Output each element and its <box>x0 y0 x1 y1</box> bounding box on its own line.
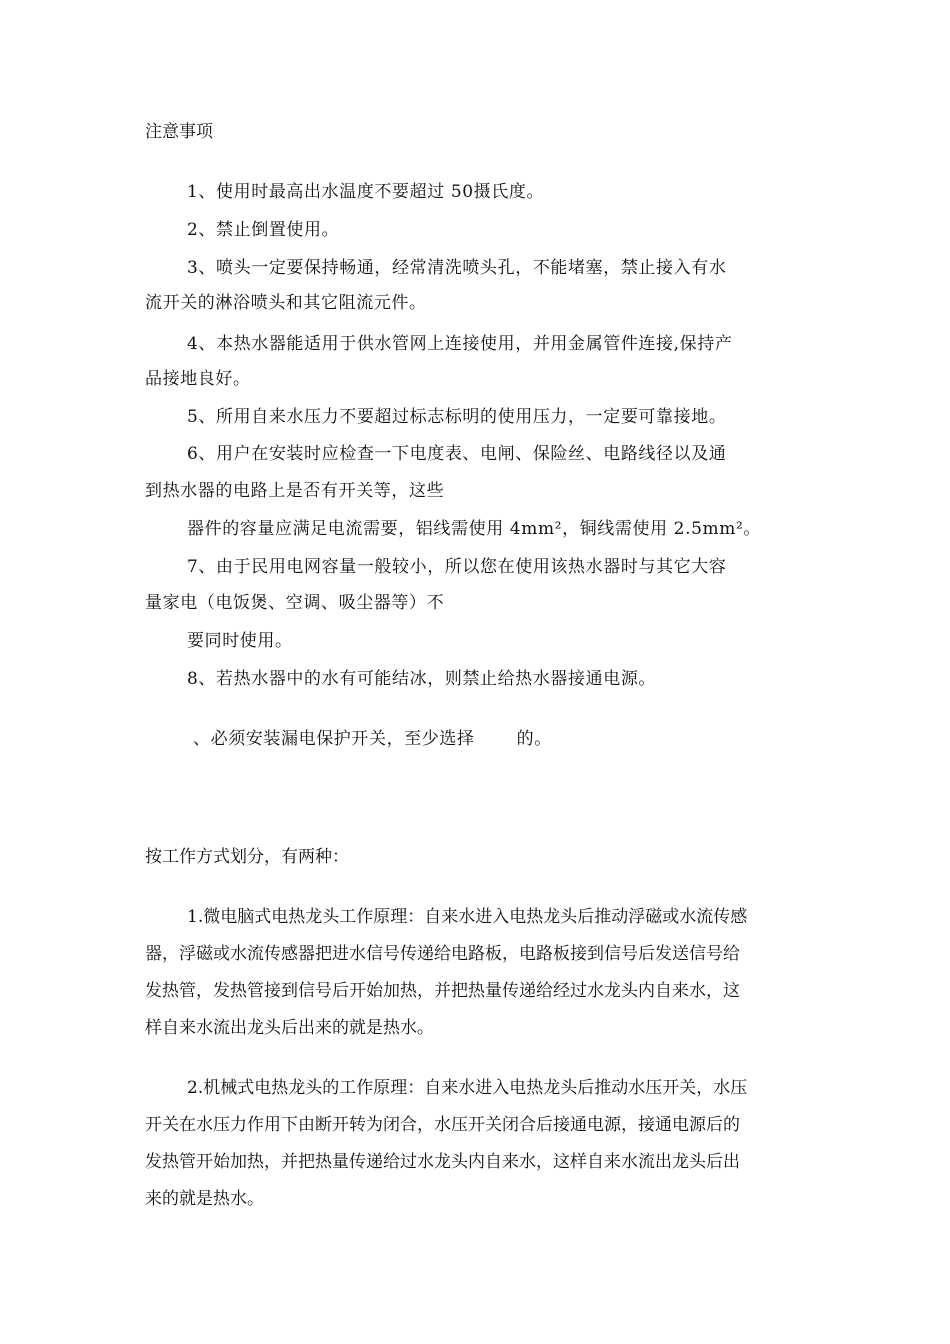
notice-item-5: 5、所用自来水压力不要超过标志标明的使用压力，一定要可靠接地。 <box>187 407 727 427</box>
type2-line-1: 2.机械式电热龙头的工作原理：自来水进入电热龙头后推动水压开关，水压 <box>187 1078 748 1098</box>
notice-item-6-cont2: 器件的容量应满足电流需要，铝线需使用 4mm²，铜线需使用 2.5mm²。 <box>187 519 761 539</box>
type1-line-4: 样自来水流出龙头后出来的就是热水。 <box>145 1018 434 1038</box>
type1-line-1: 1.微电脑式电热龙头工作原理：自来水进入电热龙头后推动浮磁或水流传感 <box>187 907 748 927</box>
notice-item-9 <box>193 727 552 751</box>
notice-item-4-cont: 品接地良好。 <box>145 369 251 389</box>
notice-item-7-cont2: 要同时使用。 <box>187 631 293 651</box>
notice-item-9-end: 的。 <box>516 729 552 749</box>
type1-line-2: 器，浮磁或水流传感器把进水信号传递给电路板，电路板接到信号后发送信号给 <box>145 944 740 964</box>
notice-item-3-cont: 流开关的淋浴喷头和其它阻流元件。 <box>145 293 427 313</box>
notice-item-1: 1、使用时最高出水温度不要超过 50摄氏度。 <box>187 182 545 202</box>
notice-item-4: 4、本热水器能适用于供水管网上连接使用，并用金属管件连接,保持产 <box>187 334 733 354</box>
type2-line-4: 来的就是热水。 <box>145 1189 264 1209</box>
notice-item-8: 8、若热水器中的水有可能结冰，则禁止给热水器接通电源。 <box>187 669 657 689</box>
type2-line-3: 发热管开始加热，并把热量传递给过水龙头内自来水，这样自来水流出龙头后出 <box>145 1152 740 1172</box>
notice-item-3: 3、喷头一定要保持畅通，经常清洗喷头孔，不能堵塞，禁止接入有水 <box>187 258 727 278</box>
notice-item-2: 2、禁止倒置使用。 <box>187 220 340 240</box>
notice-item-7: 7、由于民用电网容量一般较小，所以您在使用该热水器时与其它大容 <box>187 557 727 577</box>
notice-item-6-cont: 到热水器的电路上是否有开关等，这些 <box>145 481 445 501</box>
notice-item-9-text: 、必须安装漏电保护开关，至少选择 <box>193 729 475 749</box>
types-heading: 按工作方式划分，有两种： <box>145 847 349 867</box>
type2-line-2: 开关在水压力作用下由断开转为闭合，水压开关闭合后接通电源，接通电源后的 <box>145 1115 740 1135</box>
notice-heading: 注意事项 <box>145 122 213 142</box>
notice-item-6: 6、用户在安装时应检查一下电度表、电闸、保险丝、电路线径以及通 <box>187 444 727 464</box>
type1-line-3: 发热管，发热管接到信号后开始加热，并把热量传递给经过水龙头内自来水，这 <box>145 981 740 1001</box>
notice-item-7-cont: 量家电（电饭煲、空调、吸尘器等）不 <box>145 593 445 613</box>
